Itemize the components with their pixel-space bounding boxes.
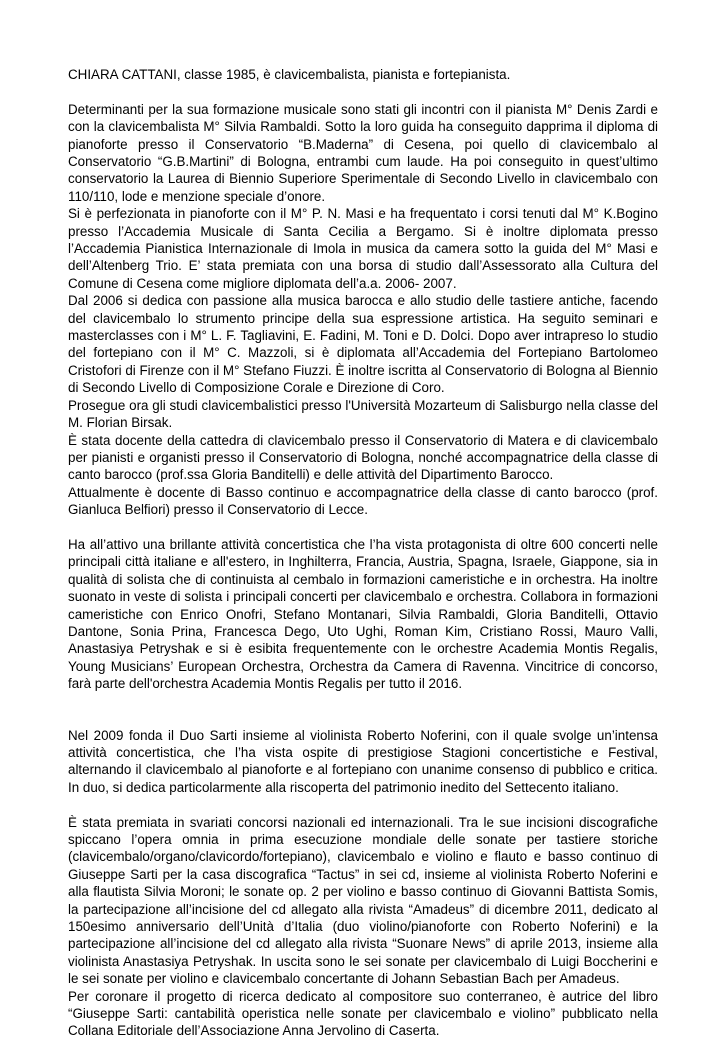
paragraph-mozarteum: Prosegue ora gli studi clavicembalistici presso l'Università Mozarteum di Salisburgo nella classe del M. Florian Birsak. bbox=[68, 397, 658, 431]
spacer bbox=[68, 693, 658, 727]
paragraph-book: Per coronare il progetto di ricerca dedicato al compositore suo conterraneo, è autrice del libro “Giuseppe Sarti: cantabilità operistica nelle sonate per clavicembalo e violino” pubblicato nella Collana Editoriale dell’Associazione Anna Jervolino di Caserta. bbox=[68, 988, 658, 1039]
paragraph-duo-sarti: Nel 2009 fonda il Duo Sarti insieme al violinista Roberto Noferini, con il quale svolge un’intensa attività concertistica, che l’ha vista ospite di prestigiose Stagioni concertistiche e Festival, alternando il clavicembalo al pianoforte e al fortepiano con unanime consenso di pubblico e critica. In duo, si dedica particolarmente alla riscoperta del patrimonio inedito del Settecento italiano. bbox=[68, 727, 658, 795]
paragraph-recordings: È stata premiata in svariati concorsi nazionali ed internazionali. Tra le sue incisioni discografiche spiccano l’opera omnia in prima esecuzione mondiale delle sonate per tastiere storiche (clavicembalo/organo/clavicordo/fortepiano), clavicembalo e violino e flauto e basso continuo di Giuseppe Sarti per la casa discografica “Tactus” in sei cd, insieme al violinista Roberto Noferini e alla flautista Silvia Moroni; le sonate op. 2 per violino e basso continuo di Giovanni Battista Somis, la partecipazione all’incisione del cd allegato alla rivista “Amadeus” di dicembre 2011, dedicato al 150esimo anniversario dell’Unità d’Italia (duo violino/pianoforte con Roberto Noferini) e la partecipazione all’incisione del cd allegato alla rivista “Suonare News” di aprile 2013, insieme alla violinista Anastasiya Petryshak. In uscita sono le sei sonate per clavicembalo di Luigi Boccherini e le sei sonate per violino e clavicembalo concertante di Johann Sebastian Bach per Amadeus. bbox=[68, 814, 658, 987]
document-page bbox=[68, 66, 658, 1040]
paragraph-piano-studies: Si è perfezionata in pianoforte con il M° P. N. Masi e ha frequentato i corsi tenuti dal M° K.Bogino presso l’Accademia Musicale di Santa Cecilia a Bergamo. Si è inoltre diplomata presso l’Accademia Pianistica Internazionale di Imola in musica da camera sotto la guida del M° Masi e dell’Altenberg Trio. E’ stata premiata con una borsa di studio dall’Assessorato alla Cultura del Comune di Cesena come migliore diplomata dell’a.a. 2006- 2007. bbox=[68, 206, 658, 291]
spacer bbox=[68, 519, 658, 536]
title-line: CHIARA CATTANI, classe 1985, è clavicembalista, pianista e fortepianista. bbox=[68, 67, 511, 82]
paragraph-lecce: Attualmente è docente di Basso continuo e accompagnatrice della classe di canto barocco (prof. Gianluca Belfiori) presso il Conservatorio di Lecce. bbox=[68, 484, 658, 518]
paragraph-baroque: Dal 2006 si dedica con passione alla musica barocca e allo studio delle tastiere antiche, facendo del clavicembalo lo strumento principe della sua espressione artistica. Ha seguito seminari e masterclasses con i M° L. F. Tagliavini, E. Fadini, M. Toni e D. Dolci. Dopo aver intrapreso lo studio del fortepiano con il M° C. Mazzoli, si è diplomata all’Accademia del Fortepiano Bartolomeo Cristofori di Firenze con il M° Stefano Fiuzzi. È inoltre iscritta al Conservatorio di Bologna al Biennio di Secondo Livello di Composizione Corale e Direzione di Coro. bbox=[68, 293, 658, 396]
paragraph-education: Determinanti per la sua formazione musicale sono stati gli incontri con il pianista M° Denis Zardi e con la clavicembalista M° Silvia Rambaldi. Sotto la loro guida ha conseguito dapprima il diploma di pianoforte presso il Conservatorio “B.Maderna” di Cesena, poi quello di clavicembalo al Conservatorio “G.B.Martini” di Bologna, entrambi cum laude. Ha poi conseguito in quest’ultimo conservatorio la Laurea di Biennio Superiore Sperimentale di Secondo Livello in clavicembalo con 110/110, lode e menzione speciale d’onore. bbox=[68, 101, 658, 204]
spacer bbox=[68, 796, 658, 813]
paragraph-concerts: Ha all’attivo una brillante attività concertistica che l’ha vista protagonista di oltre 600 concerti nelle principali città italiane e all'estero, in Inghilterra, Francia, Austria, Spagna, Israele, Giappone, sia in qualità di solista che di continuista al cembalo in formazioni cameristiche e in orchestra. Ha inoltre suonato in veste di solista i principali concerti per clavicembalo e orchestra. Collabora in formazioni cameristiche con Enrico Onofri, Stefano Montanari, Silvia Rambaldi, Gloria Banditelli, Ottavio Dantone, Sonia Prina, Francesca Dego, Uto Ughi, Roman Kim, Cristiano Rossi, Mauro Valli, Anastasiya Petryshak e si è esibita frequentemente con le orchestre Academia Montis Regalis, Young Musicians’ European Orchestra, Orchestra da Camera di Ravenna. Vincitrice di concorso, farà parte dell'orchestra Academia Montis Regalis per tutto il 2016. bbox=[68, 536, 658, 692]
paragraph-teaching: È stata docente della cattedra di clavicembalo presso il Conservatorio di Matera e di clavicembalo per pianisti e organisti presso il Conservatorio di Bologna, nonché accompagnatrice della classe di canto barocco (prof.ssa Gloria Banditelli) e delle attività del Dipartimento Barocco. bbox=[68, 432, 658, 483]
spacer bbox=[68, 83, 658, 100]
